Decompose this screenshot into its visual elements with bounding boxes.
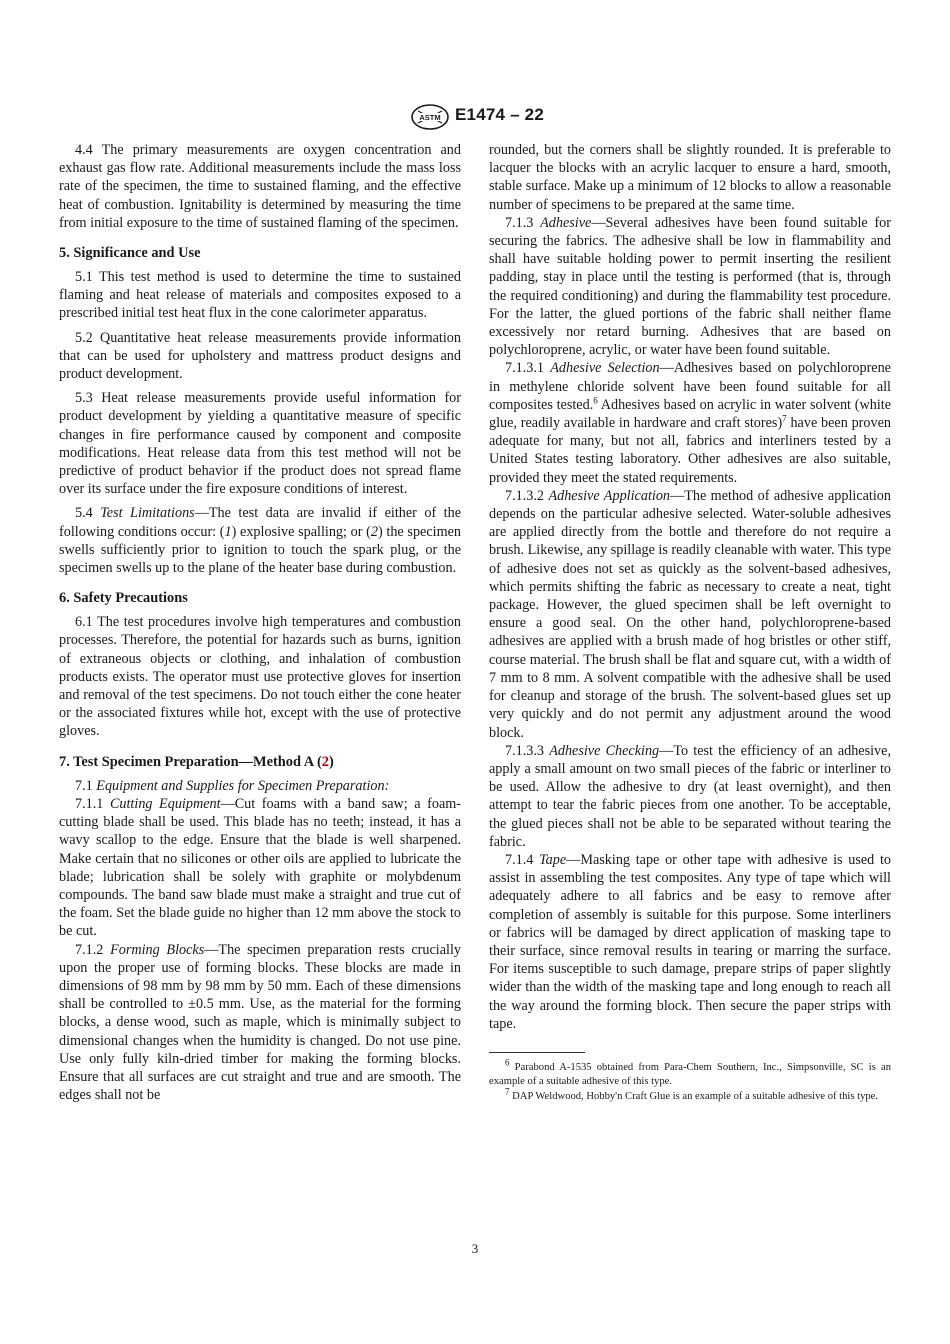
footnote-ref-7[interactable]: 7	[782, 413, 787, 424]
page-number: 3	[471, 1241, 479, 1256]
astm-logo-icon	[410, 104, 450, 130]
footnote-7: $^7$ DAP Weldwood, Hobby'n Craft Glue is an example of a suitable adhesive of this type.	[505, 1086, 879, 1103]
paragraph-5-3: 5.3 Heat release measurements provide useful information for product development by yielding a quantitative measure of specific changes in fire performance caused by component and composite modifications. Heat release data from this test method will not be predictive of product behavior if the product does not spread flame over its surface under the fire exposure conditions of interest.	[59, 390, 461, 498]
paragraph-7-1-3-2: 7.1.3.2 Adhesive Application—The method of adhesive application depends on the particular adhesive selected. Water-soluble adhesives are applied directly from the bottle and therefore do not require a brush. Likewise, any spillage is readily cleanable with water. This type of adhesive does not set as quickly as the solvent-based adhesives, which permits shifting the fabric as necessary to create a neat, tight package. However, the glued specimen shall be left overnight to ensure a good seal. On the other hand, polychloroprene-based adhesives are applied with a brush made of hog bristles or other stiff, course material. The brush shall be flat and square cut, with a width of 7 mm to 8 mm. A solvent compatible with the adhesive shall be used for cleanup and storage of the brush. The solvent-based glues set up very quickly and do not permit any adjustment around the wood block.	[489, 487, 892, 741]
footnote-6: $^6$ Parabond A-1535 obtained from Para-Chem Southern, Inc., Simpsonville, SC is an example of a suitable adhesive of this type.	[489, 1057, 891, 1087]
reference-link-2[interactable]: 2	[321, 753, 329, 770]
document-designation: E1474 – 22	[455, 105, 544, 124]
paragraph-7-1-3-1: 7.1.3.1 Adhesive Selection—Adhesives based on polychloroprene in methylene chloride solvent have been found suitable for all composites tested.$^6$ Adhesives based on acrylic in water solvent (white glue, readily available in hardware and craft stores)$^7$ have been proven adequate for many, but not all, fabrics and interliners tested by a United States testing laboratory. Other adhesives are also suitable, provided they meet the stated requirements.	[489, 360, 891, 486]
logo-text: ASTM	[419, 112, 441, 122]
footnote-ref-6[interactable]: 6	[593, 395, 598, 406]
paragraph-6-1: 6.1 The test procedures involve high temperatures and combustion processes. Therefore, the potential for hazards such as burns, ignition of extraneous objects or clothing, and inhalation of combustion products exists. The operator must use protective gloves for insertion and removal of the test specimens. Do not touch either the cone heater or the associated fixtures while hot, except with the use of protective gloves.	[59, 614, 461, 740]
paragraph-5-4: 5.4 Test Limitations—The test data are invalid if either of the following conditions occur: (1) explosive spalling; or (2) the specimen swells sufficiently prior to ignition to touch the spark plug, or the specimen swells up to the plane of the heater base during combustion.	[59, 505, 461, 577]
paragraph-7-1-2: 7.1.2 Forming Blocks—The specimen preparation rests crucially upon the proper use of forming blocks. These blocks are made in dimensions of 98 mm by 98 mm by 50 mm. Each of these dimensions shall be controlled to ±0.5 mm. Use, as the material for the forming blocks, a dense wood, such as maple, which is minimally subject to dimensional changes when the humidity is changed. Do not use pine. Use only fully kiln-dried timber for making the forming blocks. Ensure that all surfaces are cut straight and true and are smooth. The edges shall not be	[59, 941, 461, 1104]
paragraph-5-1: 5.1 This test method is used to determine the time to sustained flaming and heat release of materials and composites exposed to a prescribed initial test heat flux in the cone calorimeter apparatus.	[59, 269, 461, 322]
paragraph-7-1-1: 7.1.1 Cutting Equipment—Cut foams with a band saw; a foam-cutting blade shall be used. This blade has no teeth; instead, it has a wavy scallop to the edge. Ensure that the blade is well sharpened. Make certain that no silicones or other oils are applied to lubricate the blade; lubrication shall be solely with graphite or molybdenum compounds. The band saw blade must make a straight and true cut of the foam. Set the blade guide no higher than 12 mm above the stock to be cut.	[59, 795, 462, 940]
page-header	[0, 104, 950, 130]
paragraph-7-1-3-3: 7.1.3.3 Adhesive Checking—To test the efficiency of an adhesive, apply a small amount on two small pieces of the fabric or interliner to be used. Allow the adhesive to dry (at least overnight), and then attempt to tear the fabric pieces from one another. To be acceptable, the glued pieces shall not be able to be separated without tearing the fabric.	[489, 742, 891, 850]
section-heading-6: 6. Safety Precautions	[59, 590, 188, 607]
paragraph-4-4: 4.4 The primary measurements are oxygen concentration and exhaust gas flow rate. Additional measurements include the mass loss rate of the specimen, the time to sustained flaming, and the effective heat of combustion. Ignitability is determined by measuring the time from initial exposure to the time of sustained flaming of the specimen.	[59, 142, 461, 231]
left-column	[59, 141, 461, 1104]
section-heading-7: 7. Test Specimen Preparation—Method A (2)	[59, 753, 334, 770]
paragraph-5-2: 5.2 Quantitative heat release measurements provide information that can be used for upholstery and mattress product designs and product development.	[59, 329, 461, 383]
section-heading-5: 5. Significance and Use	[59, 245, 201, 262]
paragraph-7-1: 7.1 Equipment and Supplies for Specimen Preparation:	[75, 777, 390, 794]
footnote-divider	[489, 1052, 585, 1053]
paragraph-7-1-2-continued: rounded, but the corners shall be slightly rounded. It is preferable to lacquer the blocks with an acrylic lacquer to ensure a hard, smooth, stable surface. Make up a minimum of 12 blocks to allow a reasonable number of specimens to be prepared at the same time.	[489, 142, 891, 213]
paragraph-7-1-4: 7.1.4 Tape—Masking tape or other tape with adhesive is used to assist in assembling the test composites. Any type of tape which will adequately adhere to all fabrics and be easy to remove after completion of assembly is suitable for this purpose. Some interliners or fabrics will be damaged by direct application of masking tape to their surface, since removal results in tearing or marring the surface. For items susceptible to such damage, prepare strips of paper slightly wider than the width of the masking tape and long enough to reach all the way around the forming block. Then secure the paper strips with tape.	[489, 851, 892, 1032]
paragraph-7-1-3: 7.1.3 Adhesive—Several adhesives have been found suitable for securing the fabrics. The adhesive shall be low in flammability and shall have suitable holding power to permit inserting the resilient padding, stay in place until the testing is performed (that is, through the required conditioning) and during the flammability test procedure. For the latter, the glued portions of the fabric shall neither flame excessively nor retard burning. Adhesives that are based on polychloroprene, acrylic, or water have been found suitable.	[489, 214, 891, 359]
right-column	[489, 141, 891, 1106]
